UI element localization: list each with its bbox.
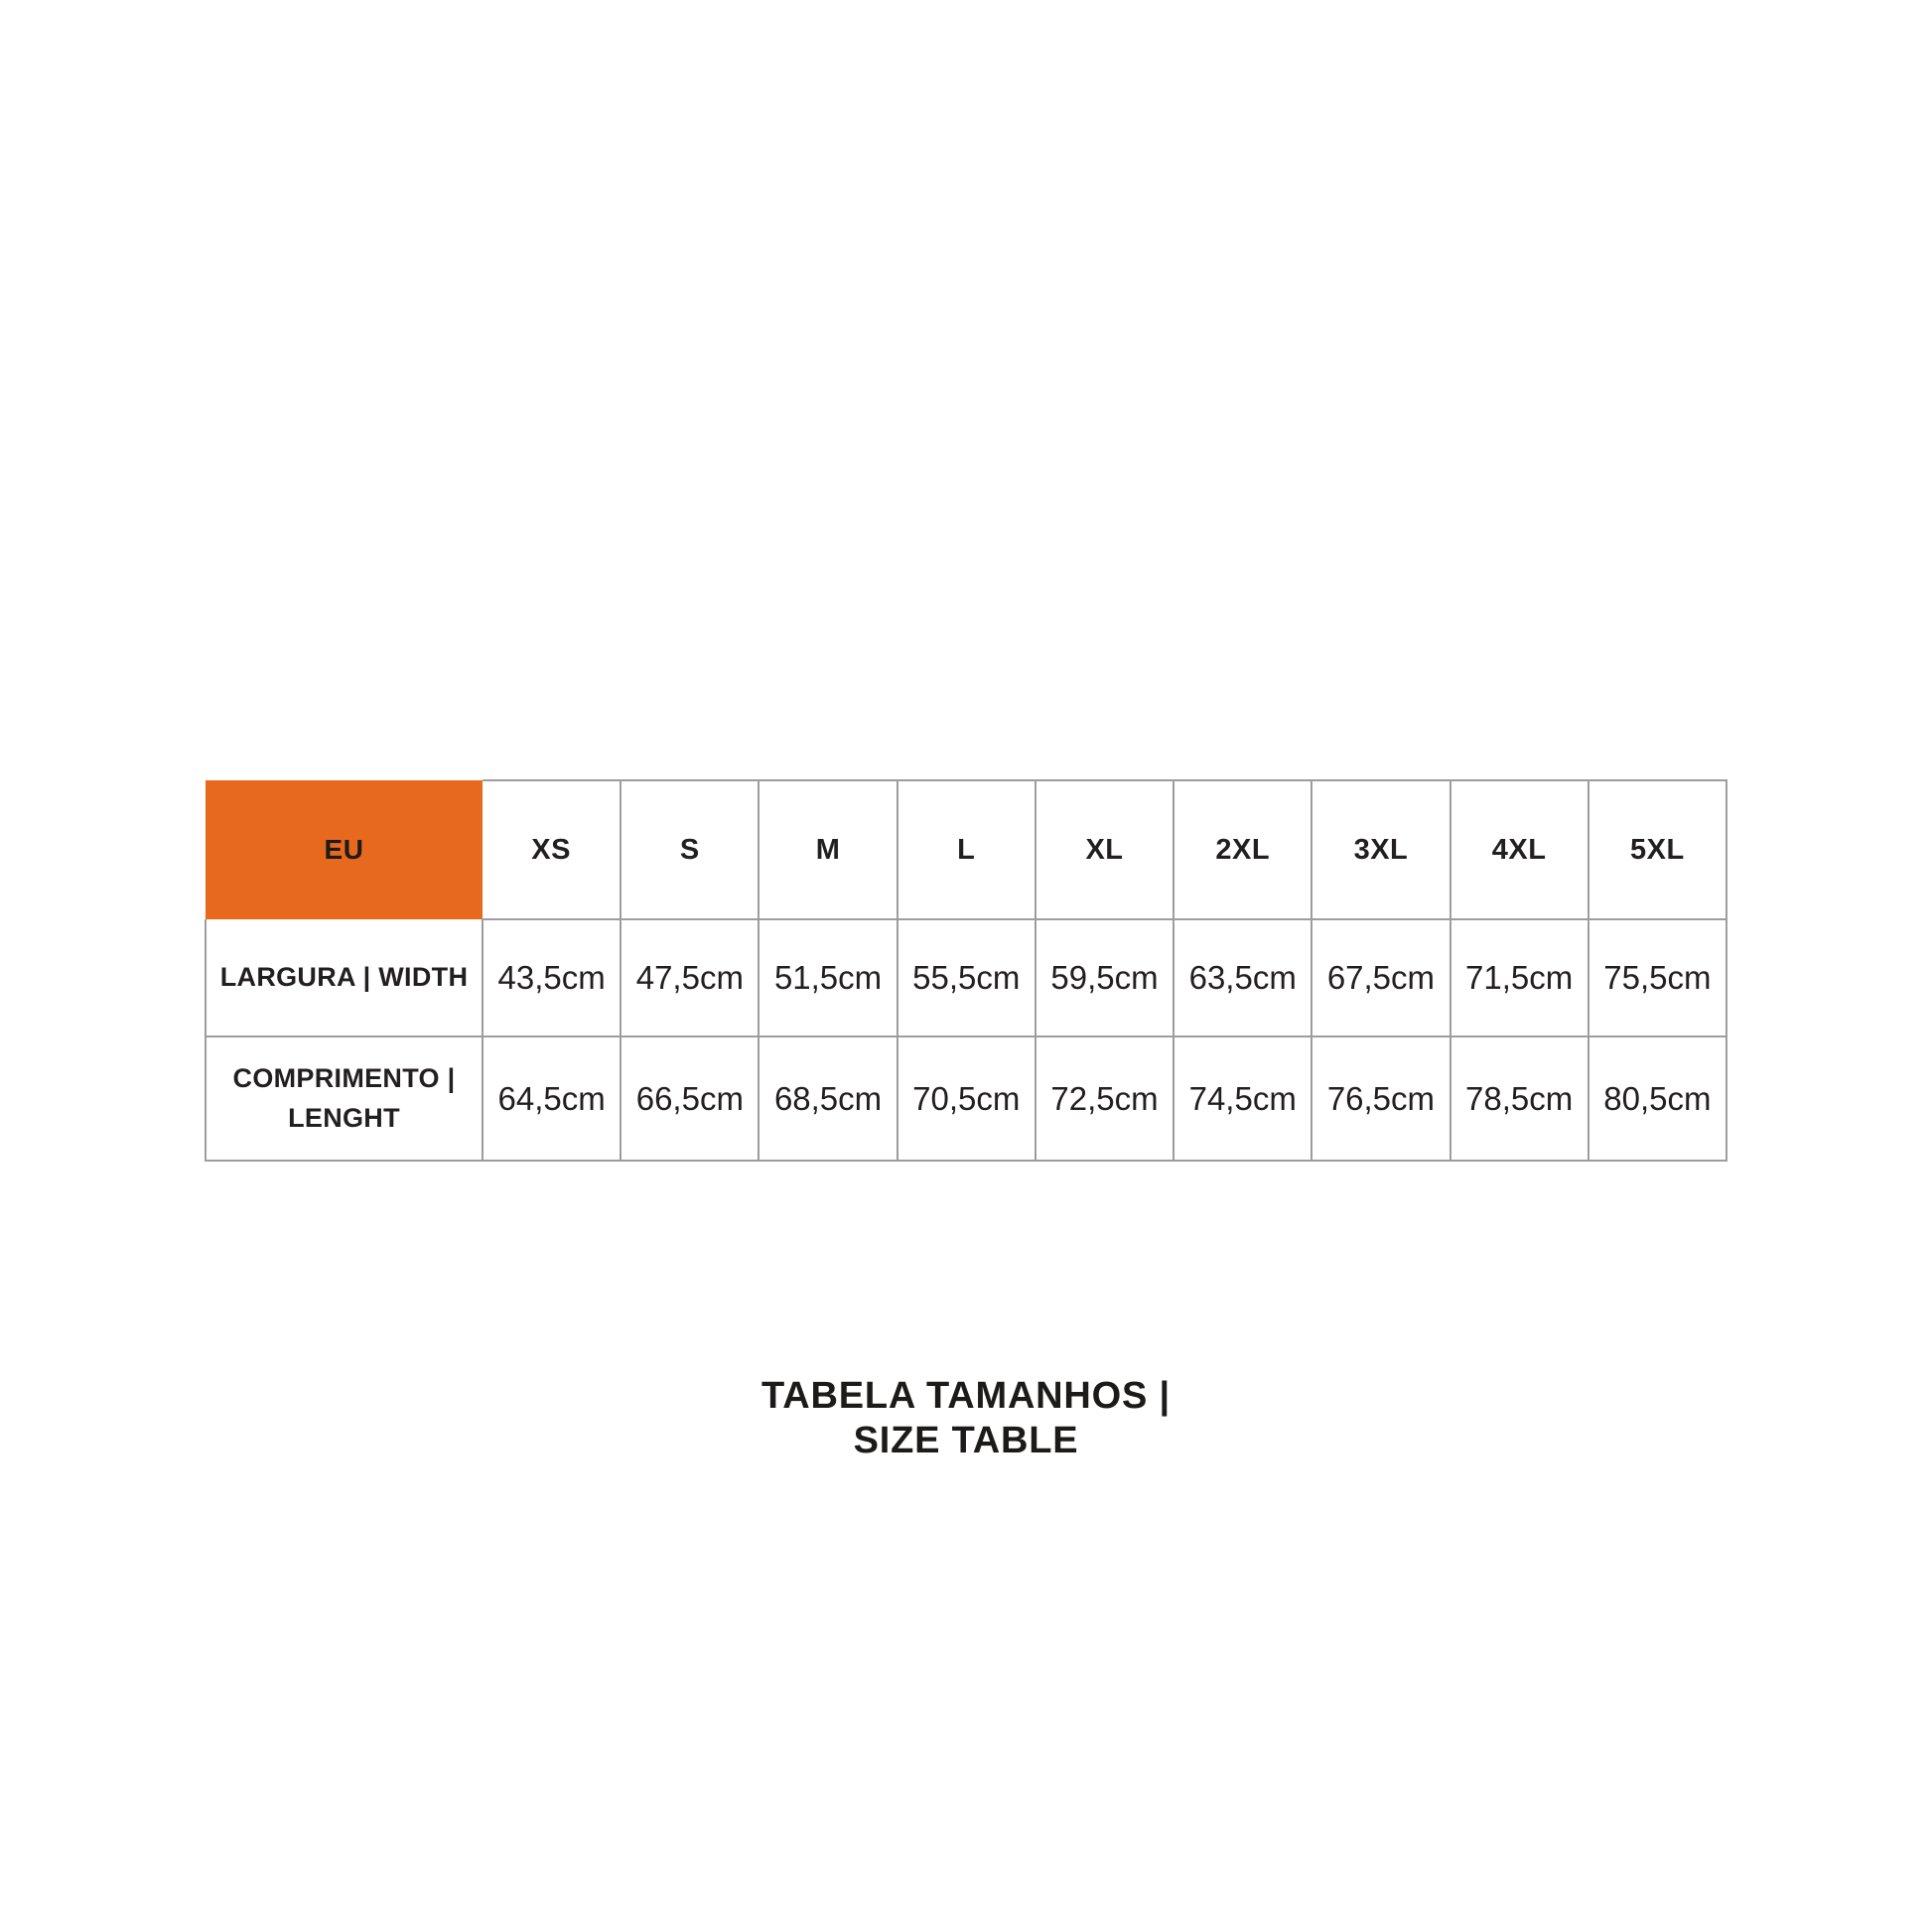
length-value-5xl: 80,5cm [1588,1036,1726,1161]
width-value-s: 47,5cm [621,919,759,1036]
length-value-4xl: 78,5cm [1450,1036,1588,1161]
size-header-cell-xl: XL [1035,780,1173,919]
width-value-xs: 43,5cm [483,919,621,1036]
size-header-cell-5xl: 5XL [1588,780,1726,919]
width-value-4xl: 71,5cm [1450,919,1588,1036]
size-table-title-line2: SIZE TABLE [853,1420,1079,1461]
row-label-width: LARGURA | WIDTH [206,919,483,1036]
length-value-l: 70,5cm [897,1036,1035,1161]
size-table-title [0,1374,1932,1463]
size-header-cell-l: L [897,780,1035,919]
size-header-cell-2xl: 2XL [1173,780,1311,919]
size-header-cell-3xl: 3XL [1311,780,1449,919]
length-value-3xl: 76,5cm [1311,1036,1449,1161]
length-value-s: 66,5cm [621,1036,759,1161]
length-value-m: 68,5cm [759,1036,897,1161]
size-table-title-line1: TABELA TAMANHOS | [761,1375,1171,1417]
size-header-row [206,780,1726,919]
eu-corner-cell: EU [206,780,483,919]
size-header-cell-4xl: 4XL [1450,780,1588,919]
width-row [206,919,1726,1036]
width-value-l: 55,5cm [897,919,1035,1036]
width-value-xl: 59,5cm [1035,919,1173,1036]
row-label-length: COMPRIMENTO | LENGHT [206,1036,483,1161]
width-value-3xl: 67,5cm [1311,919,1449,1036]
size-header-cell-xs: XS [483,780,621,919]
size-table [205,779,1727,1162]
length-value-xs: 64,5cm [483,1036,621,1161]
size-header-cell-s: S [621,780,759,919]
size-header-cell-m: M [759,780,897,919]
width-value-m: 51,5cm [759,919,897,1036]
length-value-xl: 72,5cm [1035,1036,1173,1161]
length-value-2xl: 74,5cm [1173,1036,1311,1161]
length-row [206,1036,1726,1161]
width-value-5xl: 75,5cm [1588,919,1726,1036]
width-value-2xl: 63,5cm [1173,919,1311,1036]
